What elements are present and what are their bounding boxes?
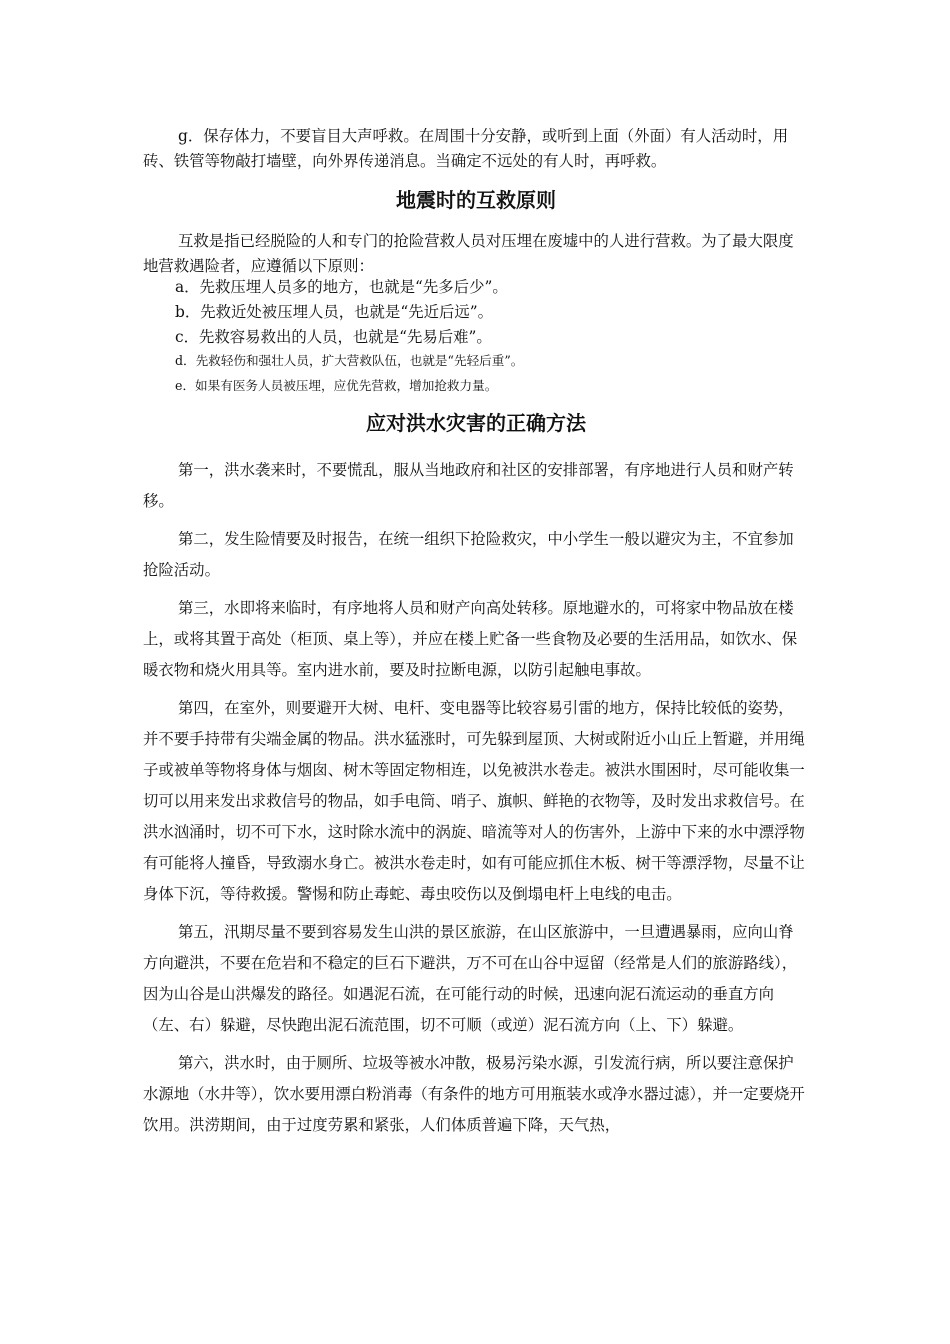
section-title-flood-response: 应对洪水灾害的正确方法 [366, 411, 586, 435]
flood-paragraph-2: 第二，发生险情要及时报告，在统一组织下抢险救灾，中小学生一般以避灾为主，不宜参加抢险活动。 [143, 530, 794, 579]
flood-paragraph-1: 第一，洪水袭来时，不要慌乱，服从当地政府和社区的安排部署，有序地进行人员和财产转移。 [143, 461, 794, 510]
flood-paragraph-4: 第四，在室外，则要避开大树、电杆、变电器等比较容易引雷的地方，保持比较低的姿势，并不要手持带有尖端金属的物品。洪水猛涨时，可先躲到屋顶、大树或附近小山丘上暂避，并用绳子或被单等物将身体与烟囱、树木等固定物相连，以免被洪水卷走。被洪水围困时，尽可能收集一切可以用来发出求救信号的物品，如手电筒、哨子、旗帜、鲜艳的衣物等，及时发出求救信号。在洪水汹涌时，切不可下水，这时除水流中的涡旋、暗流等对人的伤害外，上游中下来的水中漂浮物有可能将人撞昏，导致溺水身亡。被洪水卷走时，如有可能应抓住木板、树干等漂浮物，尽量不让身体下沉，等待救援。警惕和防止毒蛇、毒虫咬伤以及倒塌电杆上电线的电击。 [143, 699, 805, 903]
principle-item-d: d．先救轻伤和强壮人员，扩大营救队伍，也就是“先轻后重”。 [175, 353, 524, 368]
principle-item-e: e．如果有医务人员被压埋，应优先营救，增加抢救力量。 [175, 378, 498, 393]
self-rescue-tip-g: g．保存体力，不要盲目大声呼救。在周围十分安静，或听到上面（外面）有人活动时，用砖、铁管等物敲打墙壁，向外界传递消息。当确定不远处的有人时，再呼救。 [143, 127, 789, 170]
flood-paragraphs [143, 455, 809, 1148]
mutual-rescue-intro: 互救是指已经脱险的人和专门的抢险营救人员对压埋在废墟中的人进行营救。为了最大限度地营救遇险者，应遵循以下原则： [143, 232, 794, 275]
flood-paragraph-3: 第三，水即将来临时，有序地将人员和财产向高处转移。原地避水的，可将家中物品放在楼上，或将其置于高处（柜顶、桌上等），并应在楼上贮备一些食物及必要的生活用品，如饮水、保暖衣物和烧火用具等。室内进水前，要及时拉断电源，以防引起触电事故。 [143, 599, 798, 679]
section-title-mutual-rescue: 地震时的互救原则 [396, 188, 556, 212]
principle-item-c: c．先救容易救出的人员，也就是“先易后难”。 [175, 328, 492, 346]
principle-item-a: a．先救压埋人员多的地方，也就是“先多后少”。 [175, 278, 508, 296]
principle-item-b: b．先救近处被压埋人员，也就是“先近后远”。 [175, 303, 494, 321]
flood-paragraph-5: 第五，汛期尽量不要到容易发生山洪的景区旅游，在山区旅游中，一旦遭遇暴雨，应向山脊方向避洪，不要在危岩和不稳定的巨石下避洪，万不可在山谷中逗留（经常是人们的旅游路线），因为山谷是山洪爆发的路径。如遇泥石流，在可能行动的时候，迅速向泥石流运动的垂直方向（左、右）躲避，尽快跑出泥石流范围，切不可顺（或逆）泥石流方向（上、下）躲避。 [143, 923, 798, 1034]
flood-paragraph-6: 第六，洪水时，由于厕所、垃圾等被水冲散，极易污染水源，引发流行病，所以要注意保护水源地（水井等），饮水要用漂白粉消毒（有条件的地方可用瓶装水或净水器过滤），并一定要烧开饮用。洪涝期间，由于过度劳累和紧张，人们体质普遍下降，天气热， [143, 1054, 805, 1134]
